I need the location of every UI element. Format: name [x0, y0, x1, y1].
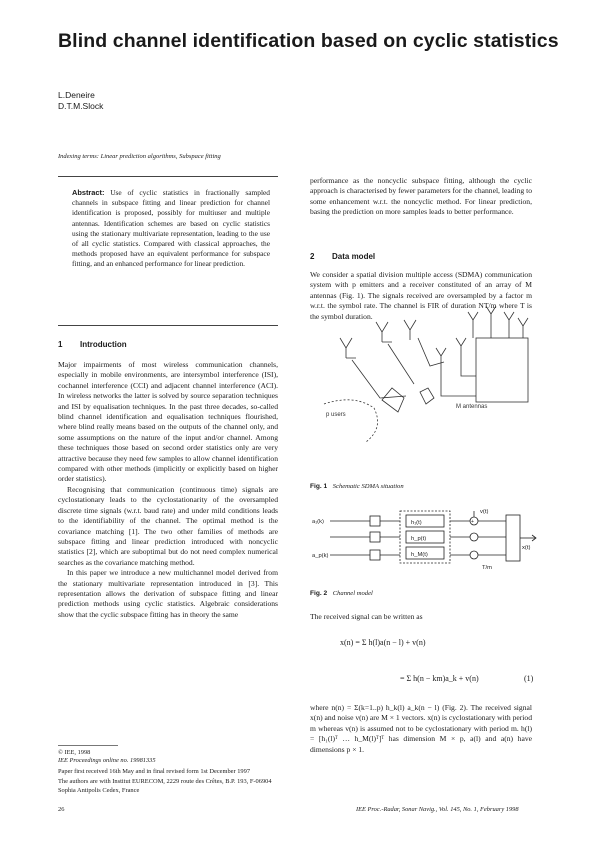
abstract-block — [58, 180, 276, 320]
propagation-path — [388, 344, 414, 384]
receiver-antenna-icon — [436, 348, 476, 396]
section-1-heading — [58, 340, 127, 349]
intro-paragraph-3: In this paper we introduce a new multichannel model derived from the stationary multivariate representation introduced in [3]. This representation allows the derivation of subspace fitting and linear prediction methods using cyclic statistics. Algebraic considerations show that the cyclic subspace fitting has in theory the same — [58, 568, 278, 619]
footnote-proceedings: IEE Proceedings online no. 19981335 — [58, 757, 156, 765]
receiver-box — [476, 338, 528, 402]
intro-paragraph-2: Recognising that communication (continuous time) signals are cyclostationary leads to the cyclostationarity of the oversampled discrete time signals (w.r.t. baud rate) and under mild conditions leads to the identifiability of the channel. The optimal method is the covariance matching [1]. The two other families of methods are subspace fitting and linear prediction introduced with noncyclic statistics [2], which are suboptimal but do not need complex numerical searches as the covariance matching method. — [58, 484, 278, 567]
index-terms: Indexing terms: Linear prediction algorithms, Subspace fitting — [58, 153, 221, 160]
receiver-antenna-icon — [504, 312, 514, 338]
abstract-bottom-rule — [58, 325, 278, 326]
filter-label-1: h₁(t) — [411, 520, 422, 526]
page-number: 26 — [58, 806, 65, 813]
sampler-block — [370, 550, 380, 560]
emitters-label: p users — [326, 412, 346, 418]
equation-line-2: = Σ h(n − km)a_k + v(n) — [400, 674, 479, 683]
receiver-antenna-icon — [486, 306, 496, 338]
sampler-block — [370, 532, 380, 542]
figure-2-label: Fig. 2 — [310, 590, 328, 597]
filter-label-m: h_M(t) — [411, 552, 428, 558]
propagation-path — [352, 360, 406, 398]
paper-title: Blind channel identification based on cyclic statistics — [58, 30, 559, 52]
left-column — [58, 360, 278, 620]
section-title: Introduction — [80, 340, 127, 349]
figure-1-caption — [310, 483, 404, 490]
paragraph-continued: performance as the noncyclic subspace fitting, although the cyclic approach is characterised by fewer parameters for the channel, leading to some enhancement w.r.t. the noncyclic method. For linear prediction, basing the prediction on more samples leads to better performance. — [310, 176, 533, 217]
scatterer — [420, 388, 434, 404]
emitter-antenna-icon — [376, 322, 392, 342]
input-label-1: a₁(k) — [312, 519, 324, 525]
output-label: x(t) — [522, 545, 531, 551]
author-list — [58, 90, 103, 112]
scatterer — [382, 388, 404, 412]
author-1: L.Deneire — [58, 90, 95, 100]
section-number: 1 — [58, 340, 63, 349]
author-2: D.T.M.Slock — [58, 101, 104, 111]
figure-2-diagram — [310, 505, 542, 585]
abstract-top-rule — [58, 176, 278, 177]
emitter-antenna-icon — [340, 338, 356, 358]
emitter-antenna-icon — [404, 320, 416, 340]
after-equation-paragraph: where n(n) = Σ(k=1..p) h_k(l) a_k(n − l) (Fig. 2). The received signal x(n) and noise v(n) are M × 1 vectors. x(n) is cyclostationary with period m whereas v(n) is assumed not to be cyclostationary with period m. h(l) = [h₁(l)ᵀ … h_M(l)ᵀ]ᵀ has dimension M × p, a(l) and a(n) have dimensions p × 1. — [310, 703, 532, 754]
receiver-antenna-icon — [468, 312, 478, 338]
section-number: 2 — [310, 252, 315, 261]
propagation-path — [418, 338, 444, 366]
data-model-paragraph: We consider a spatial division multiple access (SDMA) communication system with p emitters and a receiver constituted of an array of M antennas (Fig. 1). The signals received are oversampled by a factor m w.r.t. the symbol rate. The channel is FIR of duration NT/m where T is the symbol duration. — [310, 270, 532, 321]
receiver-antenna-icon — [456, 338, 476, 376]
figure-1-diagram — [318, 292, 542, 472]
equation-line-1: x(n) = Σ h(l)a(n − l) + v(n) — [340, 638, 426, 647]
after-equation-text — [310, 703, 532, 755]
right-column-top — [310, 176, 532, 218]
emitter-region — [324, 400, 378, 442]
antennas-label: M antennas — [456, 404, 488, 410]
noise-label: v(t) — [480, 509, 489, 515]
footnote-affiliation: The authors are with Institut EURECOM, 2229 route des Crêtes, B.P. 193, F-06904 Sophia Antipolis Cedex, France — [58, 778, 272, 794]
equation-number: (1) — [524, 674, 534, 683]
figure-1-label: Fig. 1 — [310, 483, 328, 490]
figure-2-caption-text: Channel model — [332, 590, 373, 597]
adder-m — [470, 551, 478, 559]
footnotes — [58, 749, 278, 795]
adder-2 — [470, 533, 478, 541]
input-label-p: a_p(k) — [312, 553, 329, 559]
sampler-block — [370, 516, 380, 526]
received-signal-intro: The received signal can be written as — [310, 612, 423, 621]
filter-label-p: h_p(t) — [411, 536, 427, 542]
adder-symbol: + — [471, 519, 474, 525]
figure-1-caption-text: Schematic SDMA situation — [332, 483, 404, 490]
section-2-heading — [310, 252, 375, 261]
intro-paragraph-1: Major impairments of most wireless communication channels, especially in mobile environments, are intersymbol interference (ISI), cochannel interference (CCI) and adjacent channel interference (ACI). In wireless networks the latter is solved by source separation techniques and ISI by equalisation techniques. In the past three decades, so-called blind channel identification and equalisation techniques flourished, where blind really means based on the outputs of the channel only, and some assumptions on the nature of the input and/or channel. Among these techniques those based on second order statistics only are very attractive because they need few samples to allow channel identification compared with other methods (implicitly or explicitly based on higher order statistics). — [58, 360, 278, 484]
journal-footer: IEE Proc.-Radar, Sonar Navig., Vol. 145, No. 1, February 1998 — [356, 806, 519, 813]
figure-2-caption — [310, 590, 373, 597]
section-title: Data model — [332, 252, 376, 261]
abstract-text: Use of cyclic statistics in fractionally sampled channels in subspace fitting and linear prediction for channel identification is proposed, possibly for multiuser and multiple antennas. Identification schemes are based on cyclic statistics using the stationary multivariate representation, leading to the use of all cyclic statistics. Compared with classical approaches, the methods proposed have an equivalent performance for subspace fitting, and an enhanced performance for linear prediction. — [72, 188, 270, 269]
footnote-copyright: © IEE, 1998 — [58, 749, 91, 756]
rate-label: T/m — [482, 565, 492, 571]
output-combiner — [506, 515, 520, 561]
abstract-label: Abstract: — [72, 188, 105, 197]
footnote-received: Paper first received 16th May and in final revised form 1st December 1997 — [58, 767, 251, 775]
receiver-antenna-icon — [518, 318, 528, 338]
footnote-rule — [58, 745, 118, 746]
